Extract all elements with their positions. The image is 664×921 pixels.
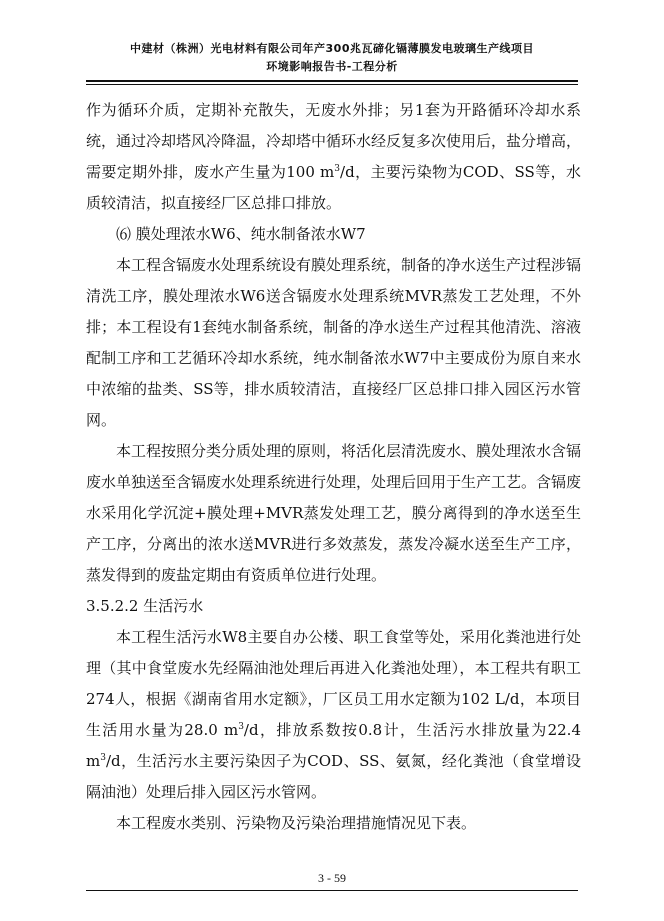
para1-superscript: 3 xyxy=(334,164,341,174)
body-text xyxy=(86,95,581,839)
para1-text-a: 作为循环介质，定期补充散失，无废水外排；另1套为开路循环冷却水系统，通过冷却塔风冷降温，冷却塔中循环水经反复多次使用后，盐分增高，需要定期外排，废水产生量为100 m xyxy=(86,101,582,181)
page-number: 3 - 59 xyxy=(318,871,346,885)
para4-text-b: /d，排放系数按0.8计，生活污水排放量为22.4 m xyxy=(86,721,581,770)
paragraph-membrane-treatment: 本工程含镉废水处理系统设有膜处理系统，制备的净水送生产过程涉镉清洗工序，膜处理浓水W6送含镉废水处理系统MVR蒸发工艺处理，不外排；本工程设有1套纯水制备系统，制备的净水送生产过程其他清洗、溶液配制工序和工艺循环冷却水系统，纯水制备浓水W7中主要成份为原自来水中浓缩的盐类、SS等，排水质较清洁，直接经厂区总排口排入园区污水管网。 xyxy=(86,256,582,429)
item-heading-w6-w7: ⑹ 膜处理浓水W6、纯水制备浓水W7 xyxy=(116,225,366,243)
paragraph-cooling-water xyxy=(86,95,581,219)
para4-text-c: /d，生活污水主要污染因子为COD、SS、氨氮，经化粪池（食堂增设隔油池）处理后排入园区污水管网。 xyxy=(86,752,581,801)
para4-superscript-1: 3 xyxy=(238,722,244,732)
paragraph-table-intro: 本工程废水类别、污染物及污染治理措施情况见下表。 xyxy=(116,814,477,832)
header-rule-thick xyxy=(86,80,578,82)
paragraph-cadmium-wastewater: 本工程按照分类分质处理的原则，将活化层清洗废水、膜处理浓水含镉废水单独送至含镉废水处理系统进行处理，处理后回用于生产工艺。含镉废水采用化学沉淀+膜处理+MVR蒸发处理工艺，膜分离得到的净水送至生产工序，分离出的浓水送MVR进行多效蒸发，蒸发冷凝水送至生产工序，蒸发得到的废盐定期由有资质单位进行处理。 xyxy=(86,442,582,584)
section-heading-domestic-sewage: 3.5.2.2 生活污水 xyxy=(86,597,204,615)
page-header xyxy=(60,40,604,76)
header-title: 中建材（株洲）光电材料有限公司年产300兆瓦碲化镉薄膜发电玻璃生产线项目 xyxy=(130,42,534,55)
para4-text-a: 本工程生活污水W8主要自办公楼、职工食堂等处，采用化粪池进行处理（其中食堂废水先经隔油池处理后再进入化粪池处理），本工程共有职工274人，根据《湖南省用水定额》，厂区员工用水定额为102 L/d，本项目生活用水量为28.0 m xyxy=(86,628,581,739)
header-subtitle: 环境影响报告书-工程分析 xyxy=(266,60,398,73)
para1-text-b: /d，主要污染物为COD、SS等，水质较清洁，拟直接经厂区总排口排放。 xyxy=(86,163,582,212)
footer-rule xyxy=(86,890,578,891)
paragraph-domestic-sewage xyxy=(86,622,581,808)
header-rule-thin xyxy=(86,84,578,85)
para4-superscript-2: 3 xyxy=(100,753,106,763)
